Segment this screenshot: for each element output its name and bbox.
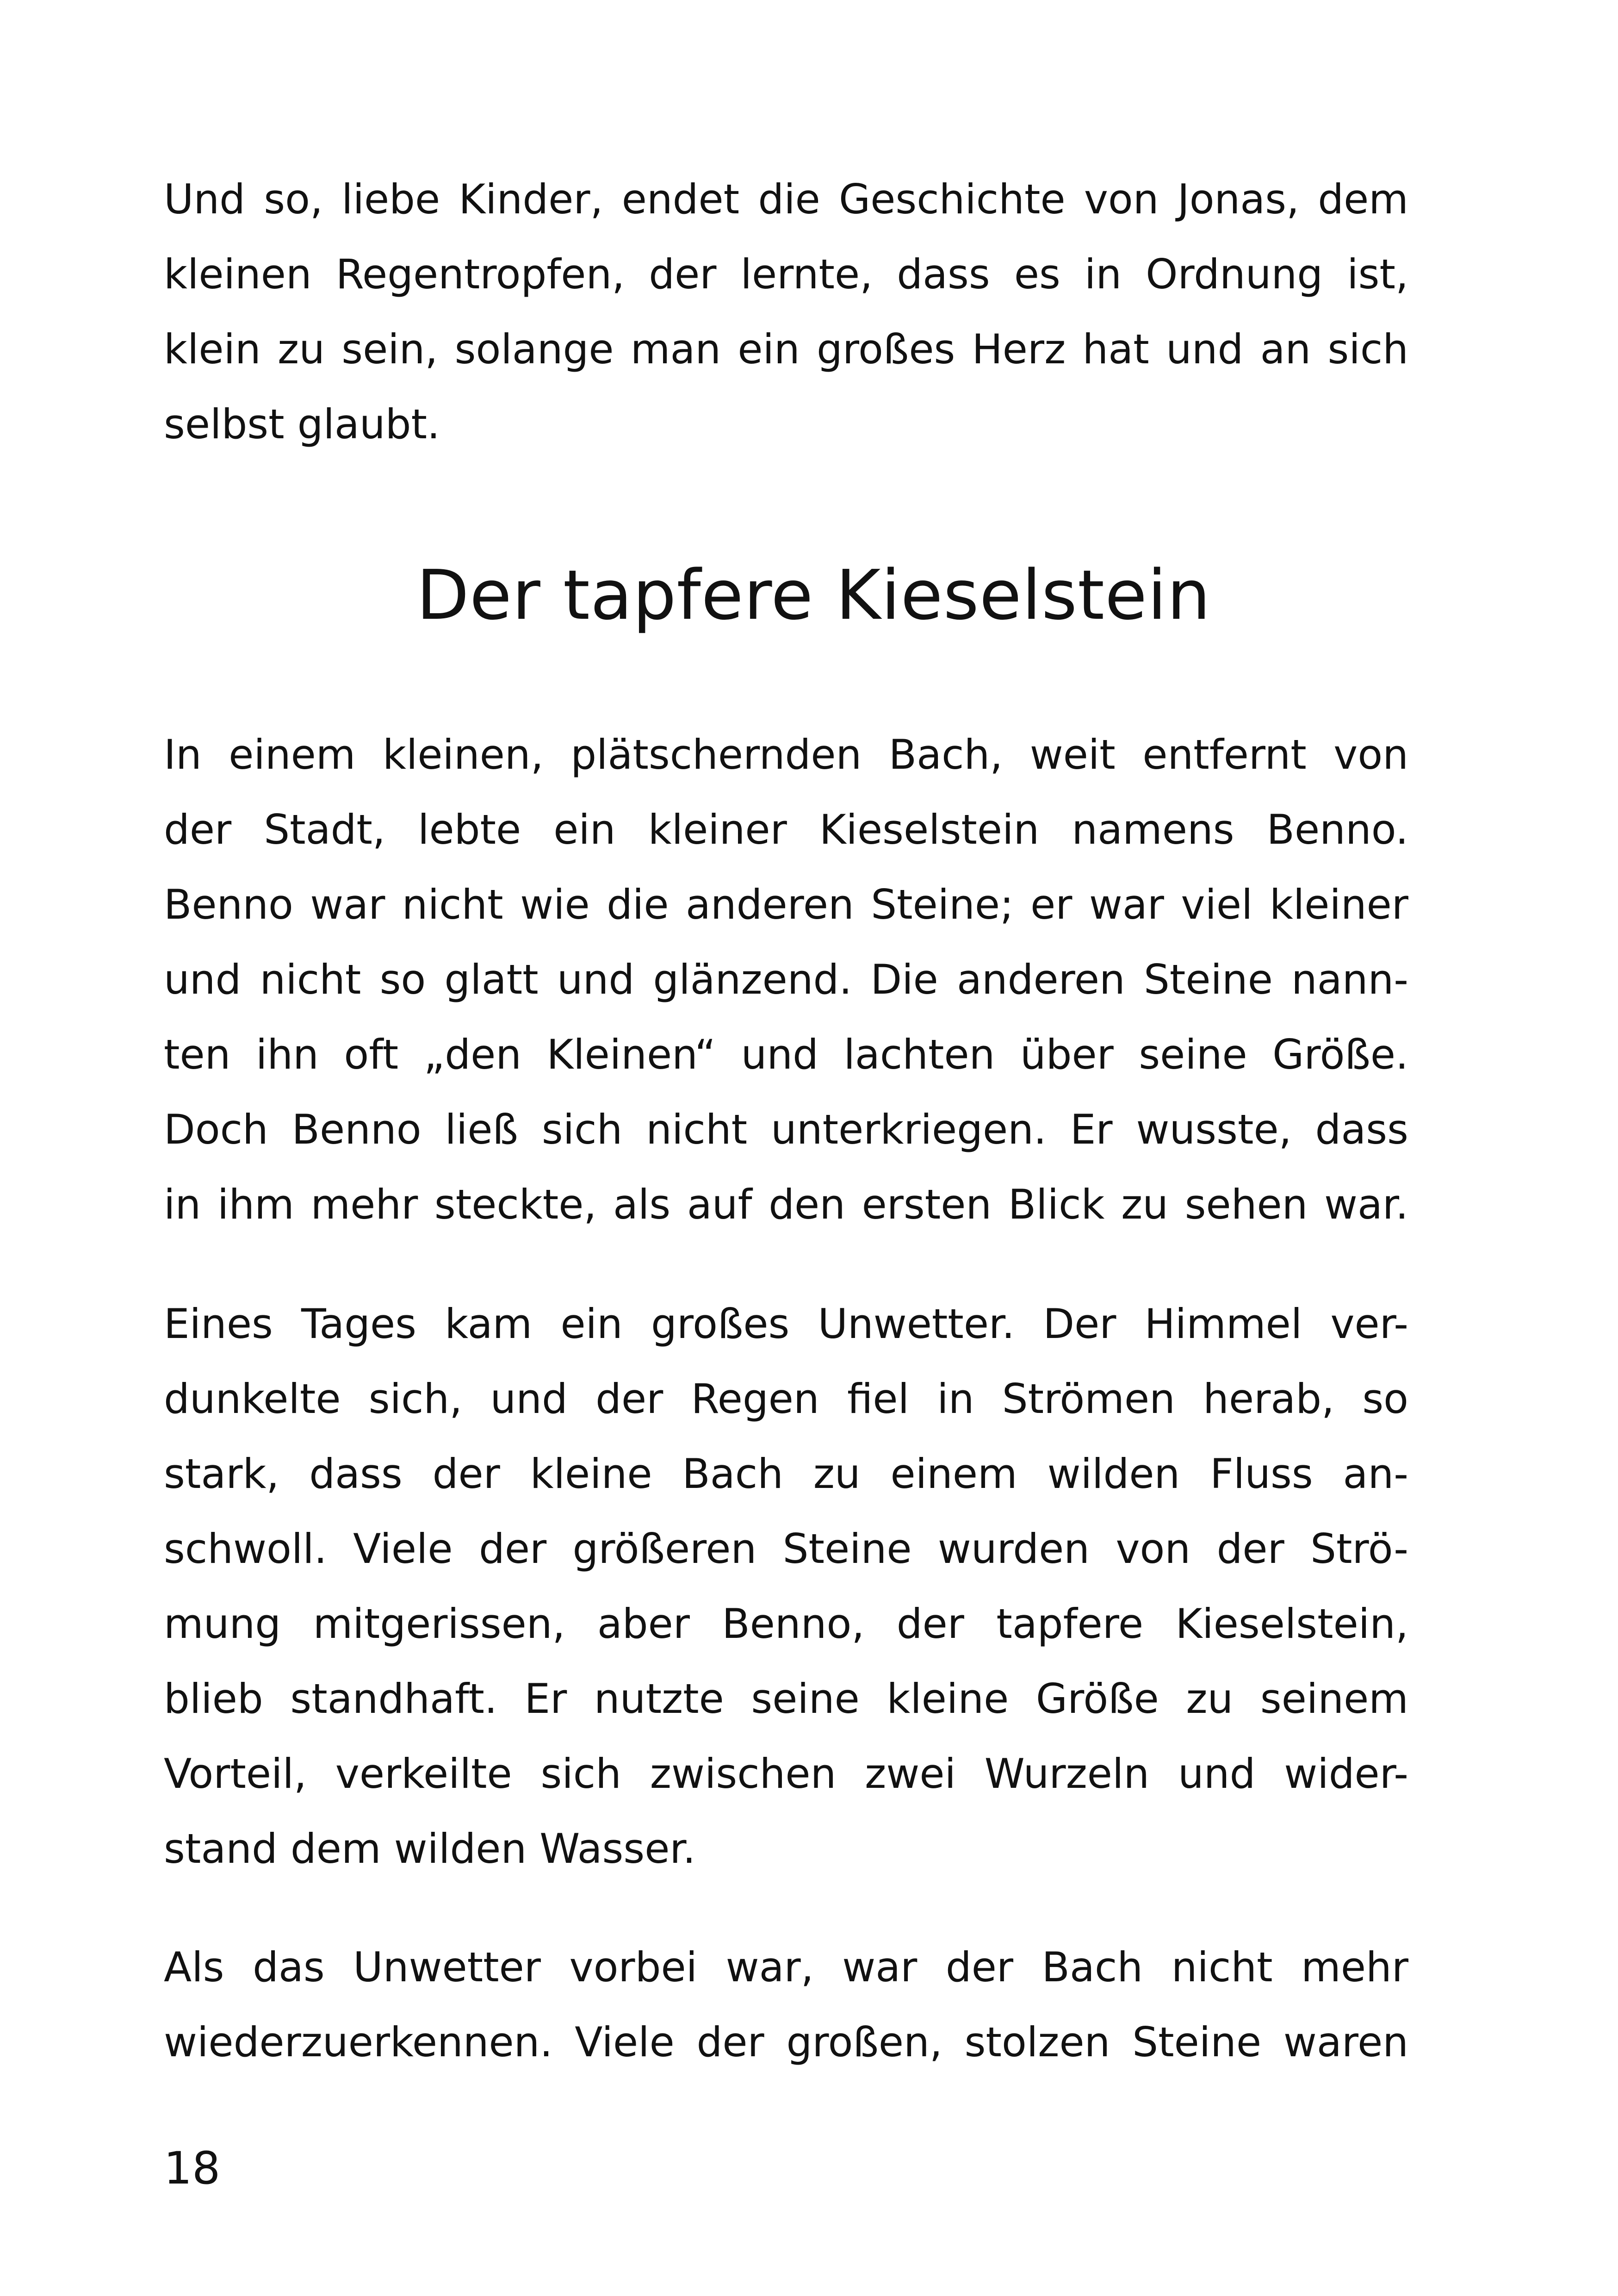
text-line: Vorteil, verkeilte sich zwischen zwei Wurzeln und wider- (164, 1750, 1408, 1798)
text-line: stark, dass der kleine Bach zu einem wilden Fluss an- (164, 1450, 1408, 1498)
story-title: Der tapfere Kieselstein (416, 555, 1211, 635)
text-line: Benno war nicht wie die anderen Steine; er war viel kleiner (164, 881, 1408, 928)
text-line: schwoll. Viele der größeren Steine wurden von der Strö- (164, 1525, 1408, 1573)
text-line: Eines Tages kam ein großes Unwetter. Der Himmel ver- (164, 1300, 1408, 1348)
story-paragraph-3 (164, 1930, 1408, 2080)
text-line: der Stadt, lebte ein kleiner Kieselstein namens Benno. (164, 806, 1408, 853)
text-line: stand dem wilden Wasser. (164, 1825, 696, 1873)
story-paragraph-1 (164, 717, 1408, 1242)
intro-paragraph (164, 162, 1408, 462)
text-line: wiederzuerkennen. Viele der großen, stolzen Steine waren (164, 2018, 1408, 2066)
text-line: dunkelte sich, und der Regen fiel in Strömen herab, so (164, 1375, 1408, 1423)
text-line: Doch Benno ließ sich nicht unterkriegen. Er wusste, dass (164, 1106, 1408, 1153)
page-number: 18 (164, 2142, 221, 2194)
text-line: in ihm mehr steckte, als auf den ersten Blick zu sehen war. (164, 1181, 1408, 1228)
text-line: und nicht so glatt und glänzend. Die anderen Steine nann- (164, 956, 1408, 1003)
text-line: Als das Unwetter vorbei war, war der Bach nicht mehr (164, 1943, 1408, 1991)
text-line: kleinen Regentropfen, der lernte, dass es in Ordnung ist, (164, 250, 1408, 298)
text-line: ten ihn oft „den Kleinen“ und lachten über seine Größe. (164, 1031, 1408, 1078)
text-line: Und so, liebe Kinder, endet die Geschichte von Jonas, dem (164, 175, 1408, 223)
text-line: selbst glaubt. (164, 400, 440, 448)
story-paragraph-2 (164, 1287, 1408, 1886)
text-line: mung mitgerissen, aber Benno, der tapfere Kieselstein, (164, 1600, 1408, 1648)
text-line: In einem kleinen, plätschernden Bach, weit entfernt von (164, 731, 1408, 778)
text-line: klein zu sein, solange man ein großes Herz hat und an sich (164, 325, 1408, 373)
text-line: blieb standhaft. Er nutzte seine kleine Größe zu seinem (164, 1675, 1408, 1723)
